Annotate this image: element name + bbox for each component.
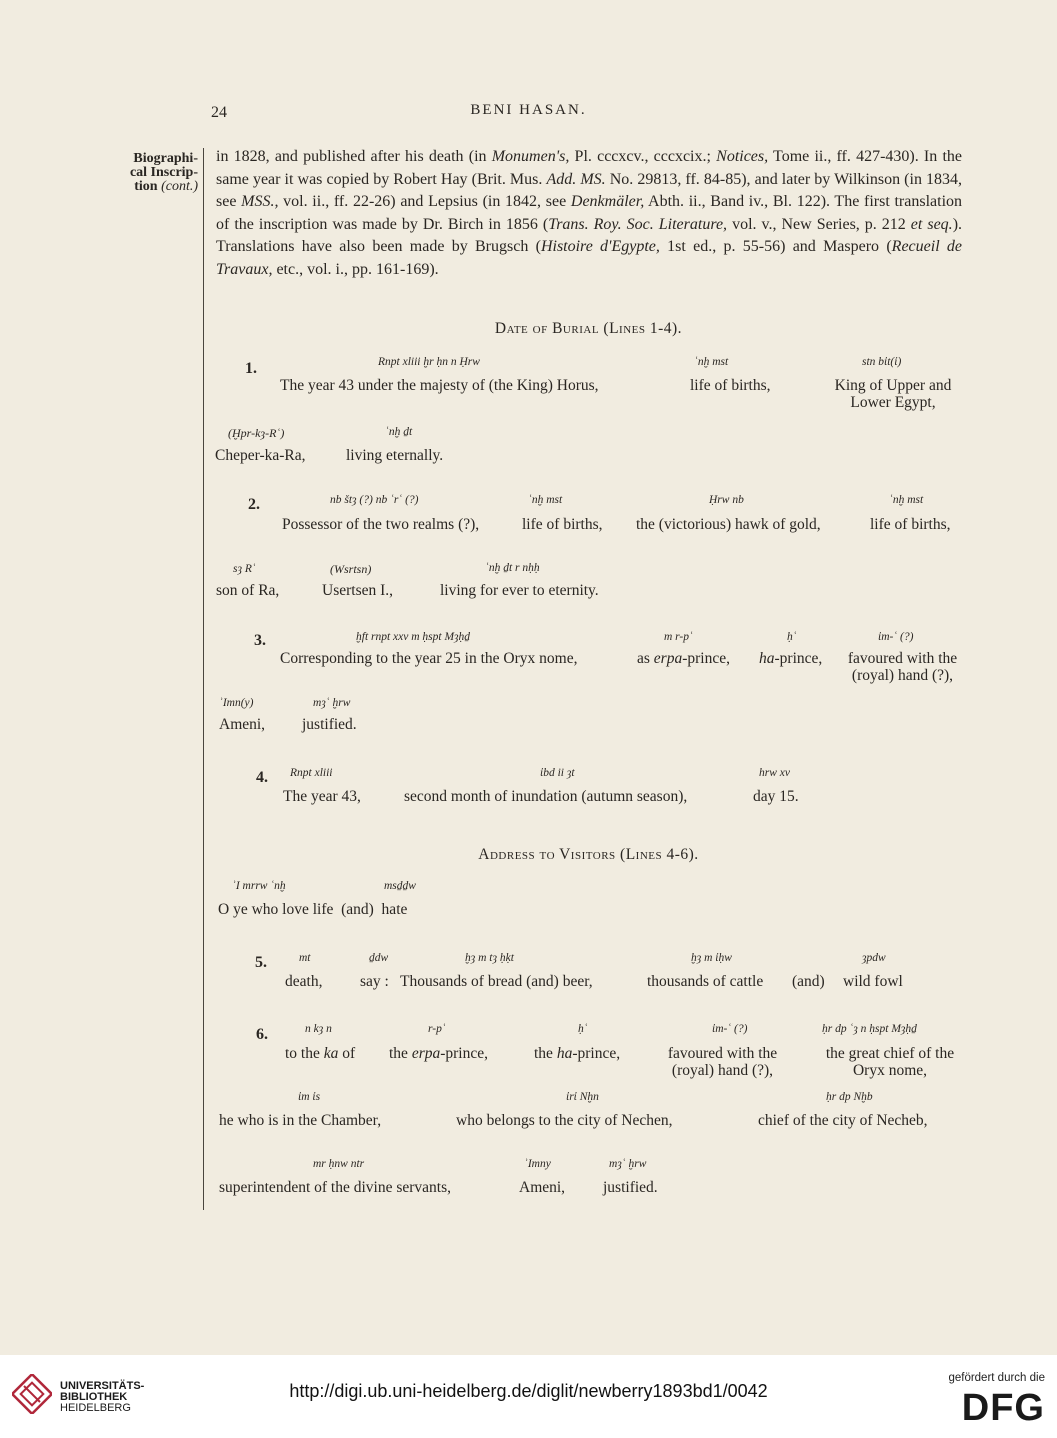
- line-number: 1.: [245, 360, 257, 377]
- funder-label: gefördert durch die: [948, 1372, 1045, 1384]
- section-heading-address-to-visitors: Address to Visitors (Lines 4-6).: [478, 846, 699, 863]
- margin-note-text: tion: [134, 179, 158, 194]
- margin-note-line: cal Inscrip-: [129, 165, 198, 180]
- section-heading-date-of-burial: Date of Burial (Lines 1-4).: [494, 320, 683, 337]
- translation: [389, 1045, 488, 1063]
- translation-italic: ha: [759, 650, 775, 667]
- transliteration: ḥr dp Nḫb: [826, 1091, 873, 1103]
- margin-note-line: Biographi-: [133, 151, 198, 166]
- intro-text: vol. v., New Series, p. 212: [727, 215, 911, 233]
- institution-line: HEIDELBERG: [60, 1402, 131, 1414]
- transliteration: ἰbd ii ȝt: [540, 767, 575, 779]
- translation: Corresponding to the year 25 in the Oryx nome,: [280, 650, 578, 667]
- transliteration: mt: [299, 952, 311, 964]
- translation: wild fowl: [843, 973, 903, 990]
- transliteration: r-pʿ: [428, 1023, 446, 1035]
- transliteration: n kȝ n: [305, 1023, 332, 1035]
- transliteration: msḏḏw: [384, 880, 416, 892]
- translation: (royal) hand (?),: [851, 667, 954, 684]
- intro-text: 1st ed., p. 55-56) and Maspero (: [659, 238, 892, 255]
- running-head: BENI HASAN.: [470, 102, 587, 118]
- transliteration: ʾImny: [524, 1158, 551, 1170]
- transliteration: ḫȝ m ἰḥw: [691, 952, 732, 964]
- transliteration: (Ḫpr-kȝ-Rʿ): [228, 426, 285, 440]
- intro-italic: Monumen's,: [491, 148, 570, 165]
- transliteration: ḥʿ: [578, 1023, 588, 1035]
- translation: Lower Egypt,: [850, 394, 936, 411]
- intro-text: Tome ii., ff. 427-430). In the same year it was copied by Robert Hay (Brit. Mus.: [216, 148, 963, 188]
- intro-italic: et seq.: [910, 215, 953, 233]
- intro-text: vol. ii., ff. 22-26) and Lepsius (in 1842, see: [278, 193, 571, 210]
- translation-italic: erpa: [653, 650, 683, 667]
- transliteration: ʿnḫ mst: [694, 356, 729, 368]
- translation: Thousands of bread (and) beer,: [400, 973, 593, 990]
- translation: [637, 650, 730, 668]
- intro-paragraph: [216, 146, 962, 281]
- page-number: 24: [211, 104, 227, 121]
- translation-text: -prince,: [572, 1045, 621, 1062]
- translation: son of Ra,: [216, 582, 280, 599]
- translation-text: the: [389, 1045, 412, 1062]
- institution-line: BIBLIOTHEK: [60, 1391, 128, 1403]
- source-url-link[interactable]: http://digi.ub.uni-heidelberg.de/diglit/newberry1893bd1/0042: [289, 1381, 768, 1401]
- translation: justified.: [302, 716, 357, 733]
- transliteration: ḏdw: [369, 952, 389, 964]
- translation-text: to the: [285, 1045, 324, 1062]
- margin-note-line: [110, 180, 198, 194]
- transliteration: ʾI mrrw ʿnḫ: [232, 880, 286, 892]
- translation-text: -prince,: [774, 650, 823, 667]
- translation: second month of inundation (autumn season),: [404, 788, 688, 805]
- translation: King of Upper and: [834, 377, 952, 394]
- translation-text: -prince,: [682, 650, 730, 667]
- line-number: 4.: [256, 769, 268, 786]
- translation: O ye who love life (and) hate: [218, 901, 408, 918]
- intro-italic: Denkmäler,: [570, 193, 645, 210]
- transliteration: mȝʿ ḫrw: [313, 697, 351, 709]
- translation: the (victorious) hawk of gold,: [636, 516, 821, 533]
- translation: The year 43 under the majesty of (the King) Horus,: [280, 377, 599, 394]
- translation: favoured with the: [847, 650, 958, 667]
- translation: justified.: [603, 1179, 658, 1196]
- intro-text: Abth. ii., Band iv., Bl. 122). The first translation of the inscription was made by Dr. Birch in 1856 (: [216, 193, 963, 233]
- intro-italic: Trans. Roy. Soc. Literature,: [548, 215, 728, 233]
- transliteration: Rnpt xliii ḫr ḥn n Ḥrw: [378, 356, 480, 368]
- transliteration: m r-pʿ: [664, 631, 693, 643]
- translation: favoured with the: [667, 1045, 778, 1062]
- translation-italic: ha: [556, 1045, 573, 1062]
- intro-italic: Notices,: [716, 148, 769, 165]
- translation: death,: [285, 973, 323, 990]
- translation-italic: ka: [323, 1045, 339, 1062]
- transliteration: mr ḥnw ntr: [313, 1158, 365, 1170]
- translation: life of births,: [690, 377, 771, 394]
- translation: living for ever to eternity.: [440, 582, 599, 599]
- translation: day 15.: [753, 788, 799, 805]
- intro-text: No. 29813, ff. 84-85), and later by Wilkinson (in 1834, see: [216, 170, 963, 210]
- transliteration: hrw xv: [759, 767, 790, 779]
- translation: Ameni,: [519, 1179, 566, 1196]
- translation: (royal) hand (?),: [671, 1062, 774, 1079]
- transliteration: Ḥrw nb: [709, 494, 744, 506]
- intro-text: ). Translations have also been made by Brugsch (: [216, 215, 963, 255]
- translation: say :: [360, 973, 389, 990]
- transliteration: mȝʿ ḫrw: [609, 1158, 647, 1170]
- transliteration: ἰm-ʿ (?): [878, 631, 914, 643]
- transliteration: ḫȝ m tȝ ḥḳt: [465, 952, 514, 964]
- translation-text: of: [338, 1045, 356, 1062]
- dfg-logo: DFG: [961, 1387, 1045, 1429]
- translation: who belongs to the city of Nechen,: [456, 1112, 673, 1129]
- translation: The year 43,: [283, 788, 361, 805]
- transliteration: sȝ Rʿ: [233, 563, 256, 575]
- translation: the great chief of the: [825, 1045, 955, 1062]
- transliteration: stn bἰt(ἰ): [862, 356, 902, 368]
- transliteration: ʿnḫ mst: [889, 494, 924, 506]
- translation-italic: erpa: [411, 1045, 441, 1062]
- transliteration: ḥʿ: [787, 631, 797, 643]
- translation: Usertsen I.,: [322, 582, 394, 599]
- translation: chief of the city of Necheb,: [758, 1112, 928, 1129]
- intro-italic: Recueil de Travaux,: [216, 238, 963, 278]
- translation: Ameni,: [219, 716, 266, 733]
- translation: thousands of cattle: [647, 973, 764, 990]
- line-number: 3.: [254, 632, 266, 649]
- margin-rule: [203, 148, 204, 1210]
- line-number: 2.: [248, 496, 260, 513]
- intro-italic: MSS.,: [241, 193, 279, 210]
- translation: [759, 650, 822, 668]
- transliteration: ḫft rnpt xxv m ḥspt Mȝḥḏ: [356, 631, 471, 643]
- transliteration: ʿnḫ ḏt r nḥḥ: [485, 562, 540, 574]
- translation: he who is in the Chamber,: [219, 1112, 382, 1129]
- line-number: 6.: [256, 1026, 268, 1043]
- transliteration: Rnpt xliii: [290, 767, 333, 779]
- intro-italic: Histoire d'Egypte,: [540, 238, 660, 255]
- translation: Possessor of the two realms (?),: [282, 516, 480, 533]
- transliteration: ἰm-ʿ (?): [712, 1023, 748, 1035]
- intro-text: in 1828, and published after his death (in: [216, 148, 492, 165]
- margin-note-cont: (cont.): [161, 179, 198, 194]
- translation: [534, 1045, 620, 1063]
- margin-note: [110, 152, 198, 194]
- translation: (and): [792, 973, 825, 990]
- translation: Oryx nome,: [852, 1062, 928, 1079]
- intro-text: Pl. cccxcv., cccxcix.;: [569, 148, 717, 165]
- transliteration: ʿnḫ ḏt: [385, 426, 413, 438]
- transliteration: ʾImn(y): [219, 697, 254, 709]
- translation: [285, 1045, 355, 1063]
- transliteration: ȝpdw: [862, 952, 886, 964]
- transliteration: ḥr dp ʿȝ n ḥspt Mȝḥḏ: [822, 1023, 917, 1035]
- translation-text: -prince,: [440, 1045, 488, 1062]
- line-number: 5.: [255, 954, 267, 971]
- translation: living eternally.: [346, 447, 444, 464]
- translation: life of births,: [522, 516, 603, 533]
- intro-text: etc., vol. i., pp. 161-169).: [272, 260, 439, 278]
- institution-line: UNIVERSITÄTS-: [60, 1380, 145, 1392]
- translation: Cheper-ka-Ra,: [215, 447, 306, 464]
- translation-text: the: [534, 1045, 557, 1062]
- transliteration: ἰrἰ Nḫn: [566, 1091, 599, 1103]
- intro-italic: Add. MS.: [546, 170, 606, 188]
- translation-text: as: [637, 650, 654, 667]
- transliteration: (Wsrtsn): [330, 562, 372, 576]
- transliteration: ἰm ἰs: [298, 1091, 321, 1103]
- transliteration: ʿnḫ mst: [528, 494, 563, 506]
- translation: superintendent of the divine servants,: [219, 1179, 452, 1196]
- transliteration: nb štȝ (?) nb ʿrʿ (?): [330, 494, 419, 506]
- translation: life of births,: [870, 516, 951, 533]
